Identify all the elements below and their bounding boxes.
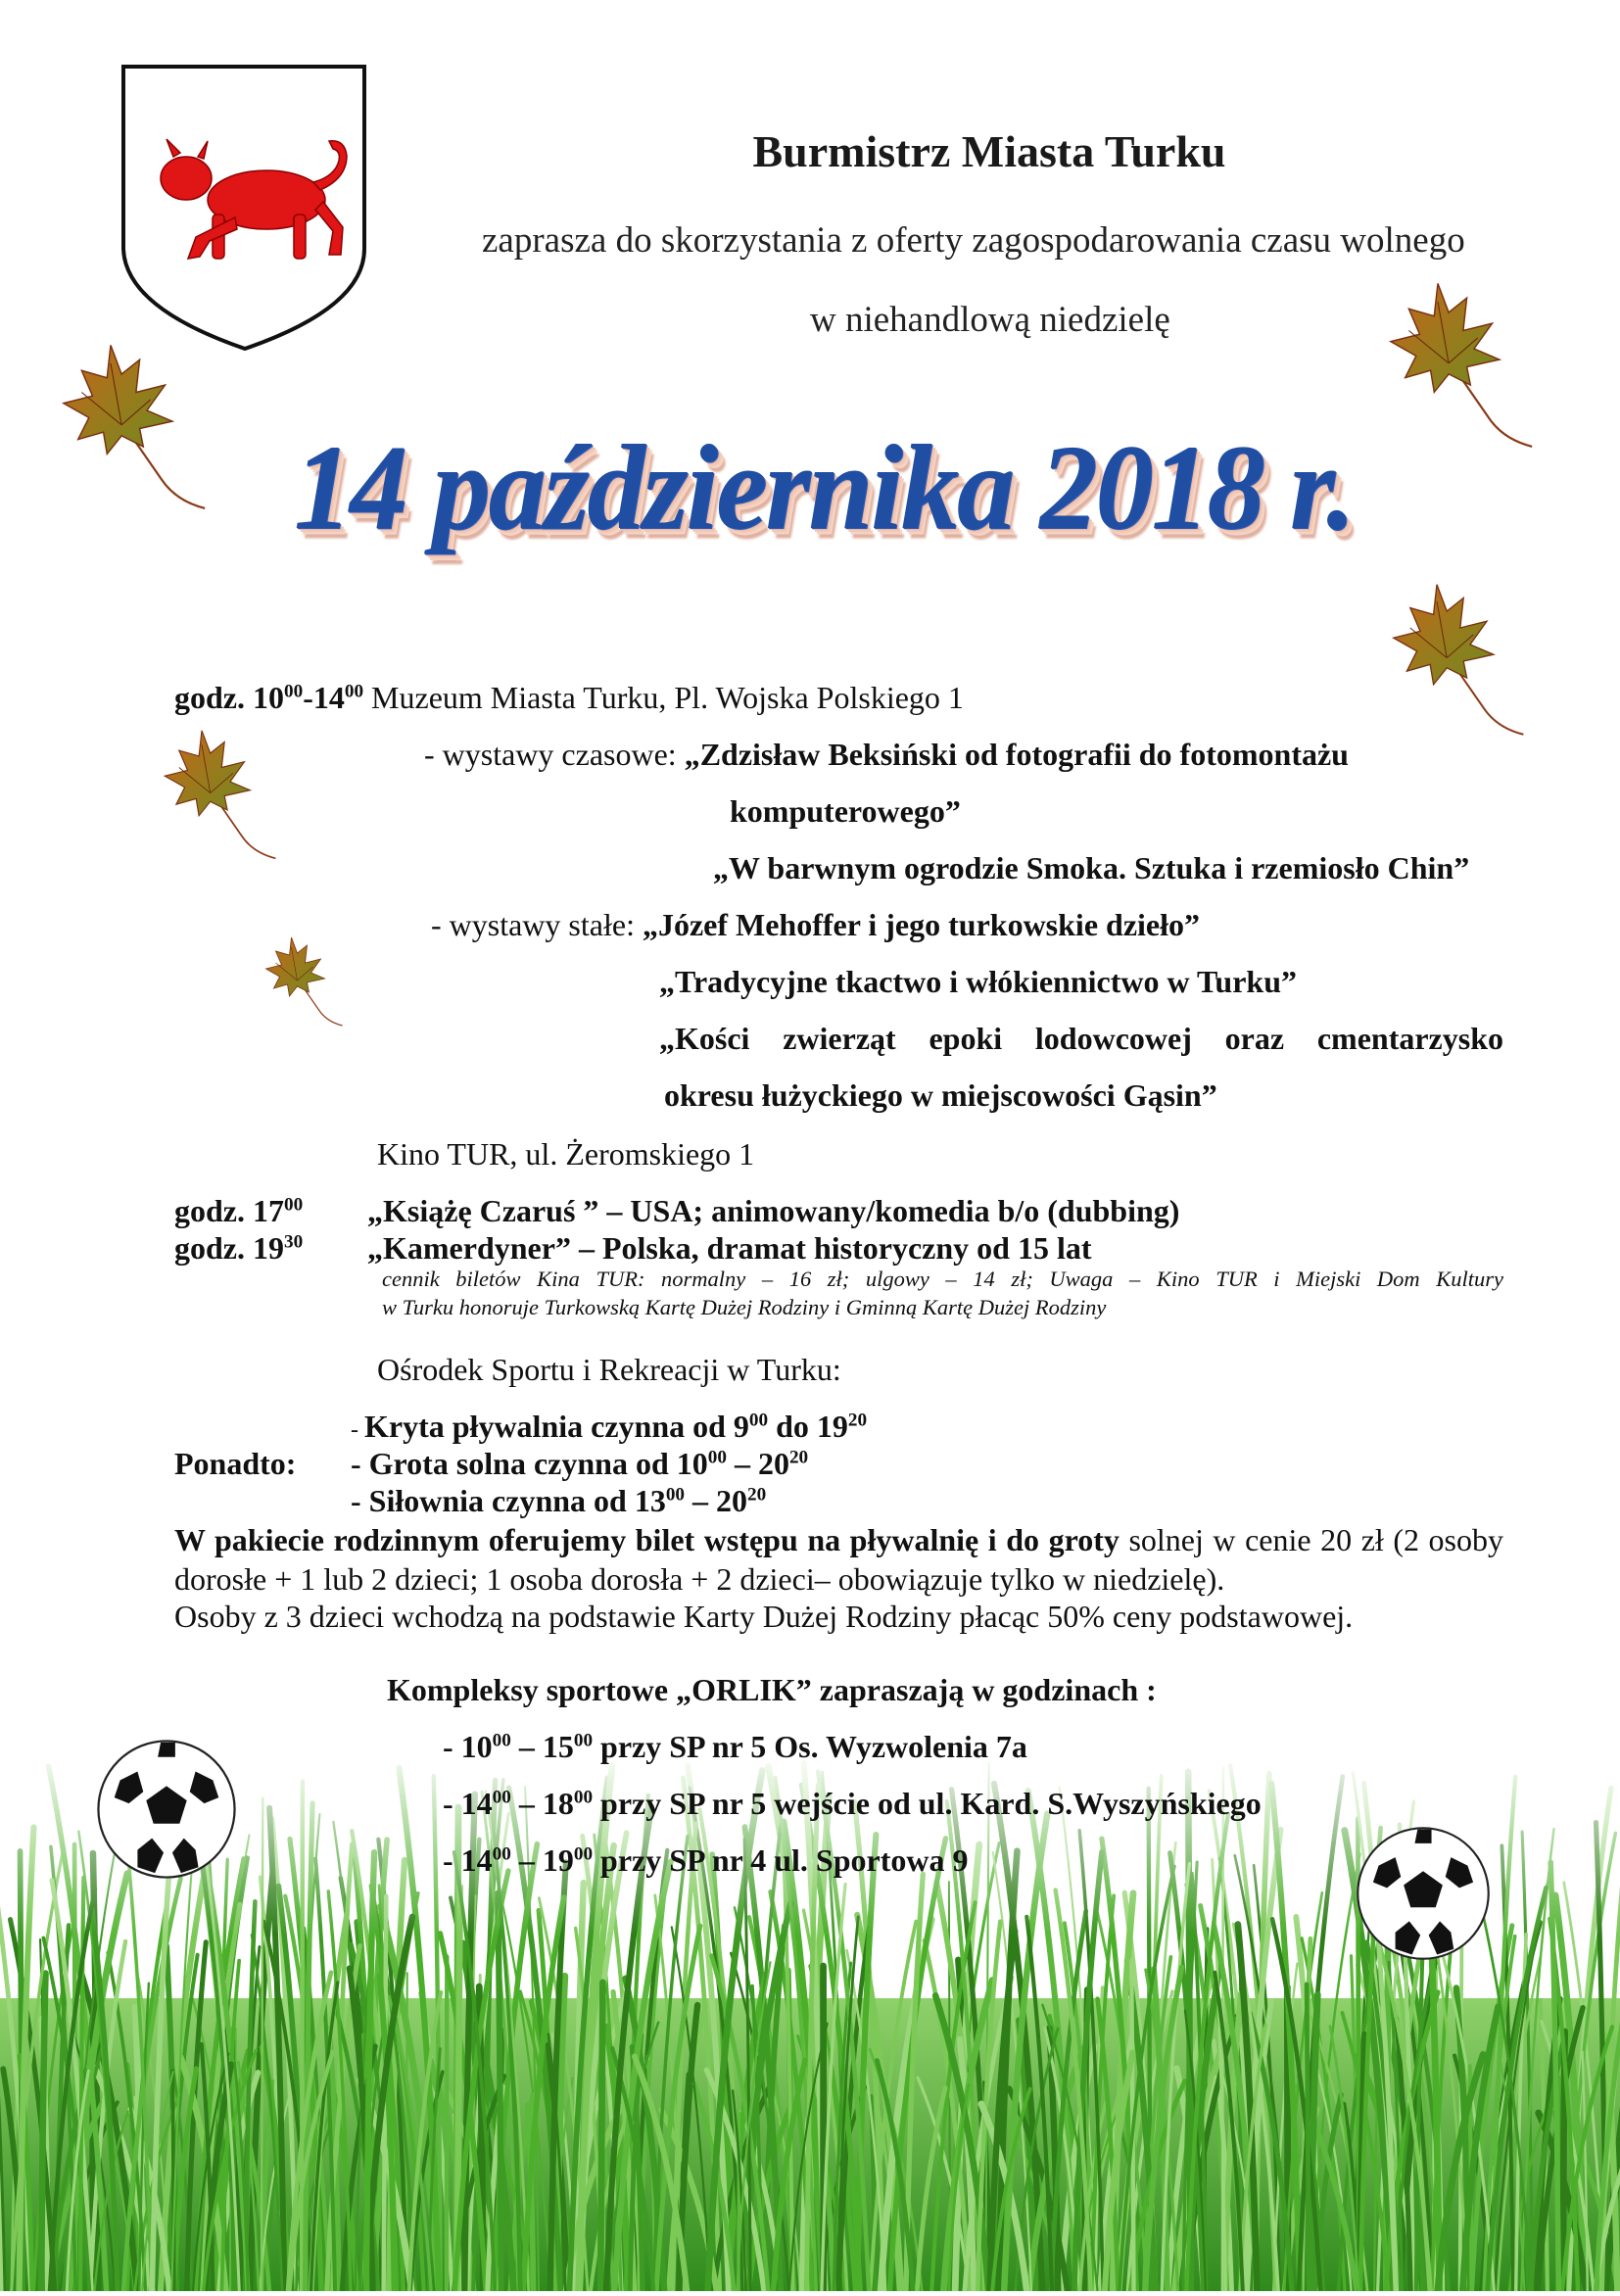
exhibition-line: komputerowego”	[730, 791, 961, 831]
screening-2-title: „Kamerdyner” – Polska, dramat historyczny od 15 lat	[367, 1228, 1092, 1268]
screening-2: godz. $19^{30}$	[174, 1228, 303, 1268]
soccer-ball-icon	[1345, 1824, 1501, 1963]
page-title: Burmistrz Miasta Turku	[548, 125, 1430, 177]
exhibition-line: „W barwnym ogrodzie Smoka. Sztuka i rzemiosło Chin”	[713, 848, 1469, 887]
screening-1-title: „Książę Czaruś ” – USA; animowany/komedia b/o (dubbing)	[367, 1191, 1179, 1230]
temporary-exhibitions: - wystawy czasowe: „Zdzisław Beksiński od fotografii do fotomontażu	[424, 735, 1349, 774]
maple-leaf-icon	[1386, 578, 1554, 744]
permanent-exhibitions: - wystawy stałe: „Józef Mehoffer i jego turkowskie dzieło”	[431, 905, 1200, 944]
large-family-note: Osoby z 3 dzieci wchodzą na podstawie Karty Dużej Rodziny płacąc 50% ceny podstawowej.	[174, 1597, 1353, 1636]
orlik-heading: Kompleksy sportowe „ORLIK” zapraszają w godzinach :	[387, 1670, 1157, 1709]
exhibition-line: „Kości zwierząt epoki lodowcowej oraz cmentarzysko	[659, 1019, 1503, 1058]
exhibition-line: okresu łużyckiego w miejscowości Gąsin”	[664, 1076, 1217, 1115]
gym-hours: - Siłownia czynna od $13^{00} - 20^{20}$	[351, 1481, 766, 1520]
orlik-hours-2: - $14^{00} - 18^{00}$ przy SP nr 5 wejście od ul. Kard. S.Wyszyńskiego	[443, 1784, 1262, 1823]
soccer-ball-icon	[93, 1737, 240, 1882]
ticket-prices: cennik biletów Kina TUR: normalny – 16 zł; ulgowy – 14 zł; Uwaga – Kino TUR i Miejski Dom Kultury	[382, 1265, 1503, 1294]
pool-hours: - Kryta pływalnia czynna od $9^{00}$ do $19^{20}$	[351, 1407, 867, 1450]
invite-line: zaprasza do skorzystania z oferty zagospodarowania czasu wolnego	[482, 219, 1465, 262]
sunday-line: w niehandlową niedzielę	[810, 299, 1170, 341]
orlik-hours-3: - $14^{00} - 19^{00}$ przy SP nr 4 ul. Sportowa 9	[443, 1841, 968, 1880]
maple-leaf-icon	[1381, 276, 1567, 457]
museum-hours: godz. $10^{00}-14^{00}$ Muzeum Miasta Turku, Pl. Wojska Polskiego 1	[174, 678, 964, 717]
orlik-hours-1: - $10^{00} - 15^{00}$ przy SP nr 5 Os. Wyzwolenia 7a	[443, 1727, 1027, 1766]
ponadto-label: Ponadto:	[174, 1444, 296, 1483]
ticket-prices-note: w Turku honoruje Turkowską Kartę Dużej Rodziny i Gminną Kartę Dużej Rodziny	[382, 1293, 1106, 1322]
event-date: 14 października 2018 r.	[294, 418, 1354, 558]
city-crest-bull-logo	[119, 63, 370, 357]
exhibition-line: „Tradycyjne tkactwo i włókiennictwo w Turku”	[659, 962, 1297, 1001]
maple-leaf-icon	[157, 725, 304, 867]
cinema-place: Kino TUR, ul. Żeromskiego 1	[377, 1134, 754, 1173]
sport-center-place: Ośrodek Sportu i Rekreacji w Turku:	[377, 1350, 841, 1389]
maple-leaf-icon	[54, 338, 240, 519]
family-offer: W pakiecie rodzinnym oferujemy bilet wstępu na pływalnię i do groty solnej w cenie 20 zł (2 osoby dorosłe + 1 lub 2 dzieci; 1 osoba dorosła + 2 dzieci– obowiązuje tylko w niedzielę).	[174, 1520, 1503, 1599]
maple-leaf-icon	[260, 933, 362, 1031]
salt-cave-hours: - Grota solna czynna od $10^{00} - 20^{20}$	[351, 1444, 808, 1483]
screening-1: godz. $17^{00}$	[174, 1191, 303, 1230]
